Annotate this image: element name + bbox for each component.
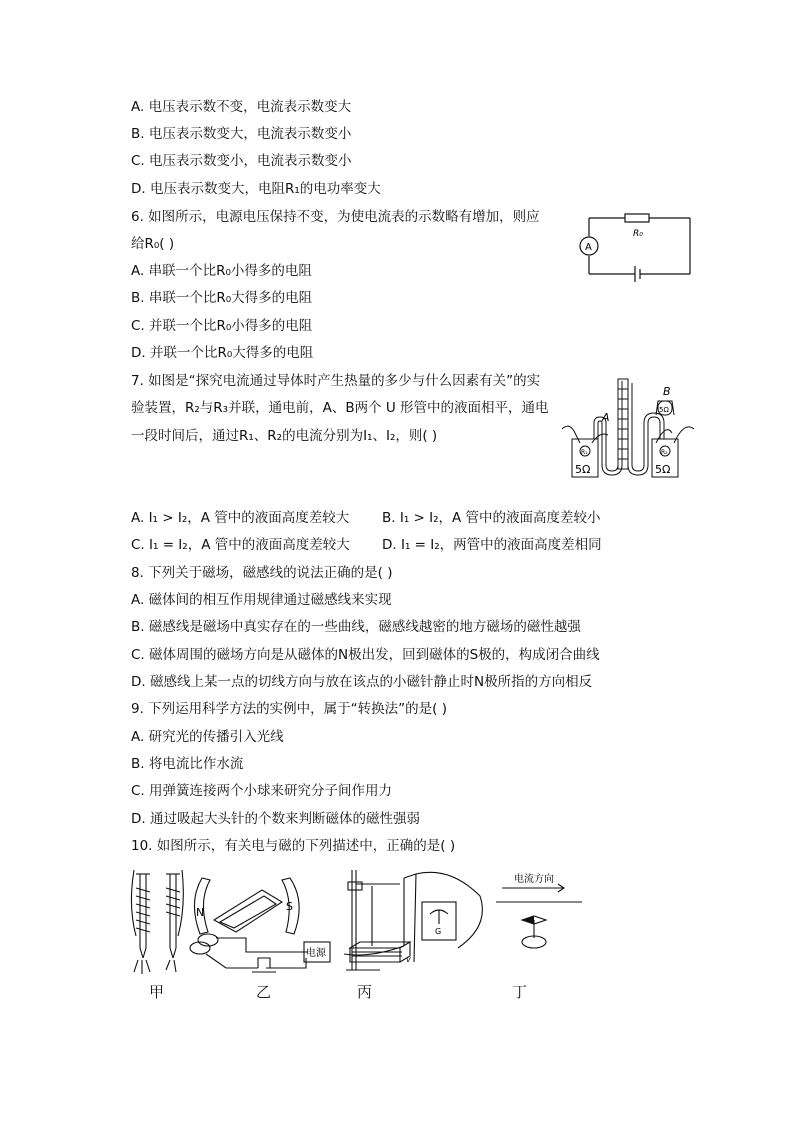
q9-option-d: D. 通过吸起大头针的个数来判断磁体的磁性强弱 (131, 811, 420, 827)
q8-option-b: B. 磁感线是磁场中真实存在的一些曲线，磁感线越密的地方磁场的磁性越强 (131, 619, 581, 635)
q7-stem-line3: 一段时间后，通过R₁、R₂的电流分别为I₁、I₂，则( ) (131, 428, 438, 444)
s-pole-label: S (286, 900, 293, 913)
q6-circuit-figure (575, 208, 700, 286)
q8-stem: 8. 下列关于磁场，磁感线的说法正确的是( ) (131, 565, 393, 581)
q9-option-a: A. 研究光的传播引入光线 (131, 729, 284, 745)
caption-bing: 丙 (357, 983, 373, 1001)
q7-option-d: D. I₁ = I₂，两管中的液面高度差相同 (382, 537, 602, 553)
q6-stem-line1: 6. 如图所示，电源电压保持不变，为使电流表的示数略有增加，则应 (131, 209, 540, 225)
q6-stem-line2: 给R₀( ) (131, 236, 175, 252)
velocity-label: v (406, 955, 411, 964)
q6-option-c: C. 并联一个比R₀小得多的电阻 (131, 318, 313, 334)
r3-value: 5Ω (659, 406, 669, 414)
q5-option-d: D. 电压表示数变大，电阻R₁的电功率变大 (131, 181, 381, 197)
q7-experiment-figure (560, 375, 700, 485)
q10-stem: 10. 如图所示，有关电与磁的下列描述中，正确的是( ) (131, 838, 456, 854)
caption-ding: 丁 (512, 983, 528, 1001)
q6-option-d: D. 并联一个比R₀大得多的电阻 (131, 345, 314, 361)
switch (252, 958, 276, 972)
r2-label: R₂ (661, 449, 668, 456)
r1-label: R₁ (581, 449, 588, 456)
q8-option-c: C. 磁体周围的磁场方向是从磁体的N极出发，回到磁体的S极的，构成闭合曲线 (131, 647, 600, 663)
r2-value: 5Ω (655, 463, 671, 476)
q10-figure-jia (126, 866, 186, 978)
q5-option-a: A. 电压表示数不变，电流表示数变大 (131, 99, 352, 115)
n-pole-label: N (196, 906, 205, 919)
q9-option-b: B. 将电流比作水流 (131, 756, 244, 772)
current-direction-label: 电流方向 (514, 874, 554, 885)
resistor-r0 (625, 214, 649, 222)
power-label: 电源 (306, 948, 326, 959)
coil (214, 890, 282, 932)
q6-option-b: B. 串联一个比R₀大得多的电阻 (131, 290, 313, 306)
r1-value: 5Ω (575, 463, 591, 476)
tube-b-label: B (663, 385, 671, 398)
q6-option-a: A. 串联一个比R₀小得多的电阻 (131, 263, 312, 279)
resistor-label: R₀ (633, 229, 643, 239)
caption-yi: 乙 (256, 983, 272, 1001)
q7-stem-line1: 7. 如图是“探究电流通过导体时产生热量的多少与什么因素有关”的实 (131, 373, 541, 389)
q8-option-a: A. 磁体间的相互作用规律通过磁感线来实现 (131, 592, 392, 608)
ruler (618, 379, 628, 469)
q10-figure-ding (494, 872, 584, 962)
q5-option-b: B. 电压表示数变大，电流表示数变小 (131, 126, 352, 142)
caption-jia: 甲 (149, 983, 165, 1001)
q7-option-c: C. I₁ = I₂，A 管中的液面高度差较大 (131, 537, 350, 553)
q8-option-d: D. 磁感线上某一点的切线方向与放在该点的小磁针静止时N极所指的方向相反 (131, 674, 593, 690)
q7-option-a: A. I₁ > I₂，A 管中的液面高度差较大 (131, 510, 350, 526)
q9-stem: 9. 下列运用科学方法的实例中，属于“转换法”的是( ) (131, 701, 447, 717)
q7-stem-line2: 验装置，R₂与R₃并联，通电前，A、B两个 U 形管中的液面相平，通电 (131, 400, 549, 416)
ammeter-label: A (585, 242, 592, 253)
galvanometer-label: G (435, 927, 442, 936)
q7-option-b: B. I₁ > I₂，A 管中的液面高度差较小 (382, 510, 601, 526)
tube-a-label: A (602, 411, 610, 424)
q5-option-c: C. 电压表示数变小，电流表示数变小 (131, 153, 352, 169)
q10-figure-yi (186, 872, 336, 976)
q9-option-c: C. 用弹簧连接两个小球来研究分子间作用力 (131, 783, 393, 799)
q10-figure-bing (340, 866, 490, 976)
